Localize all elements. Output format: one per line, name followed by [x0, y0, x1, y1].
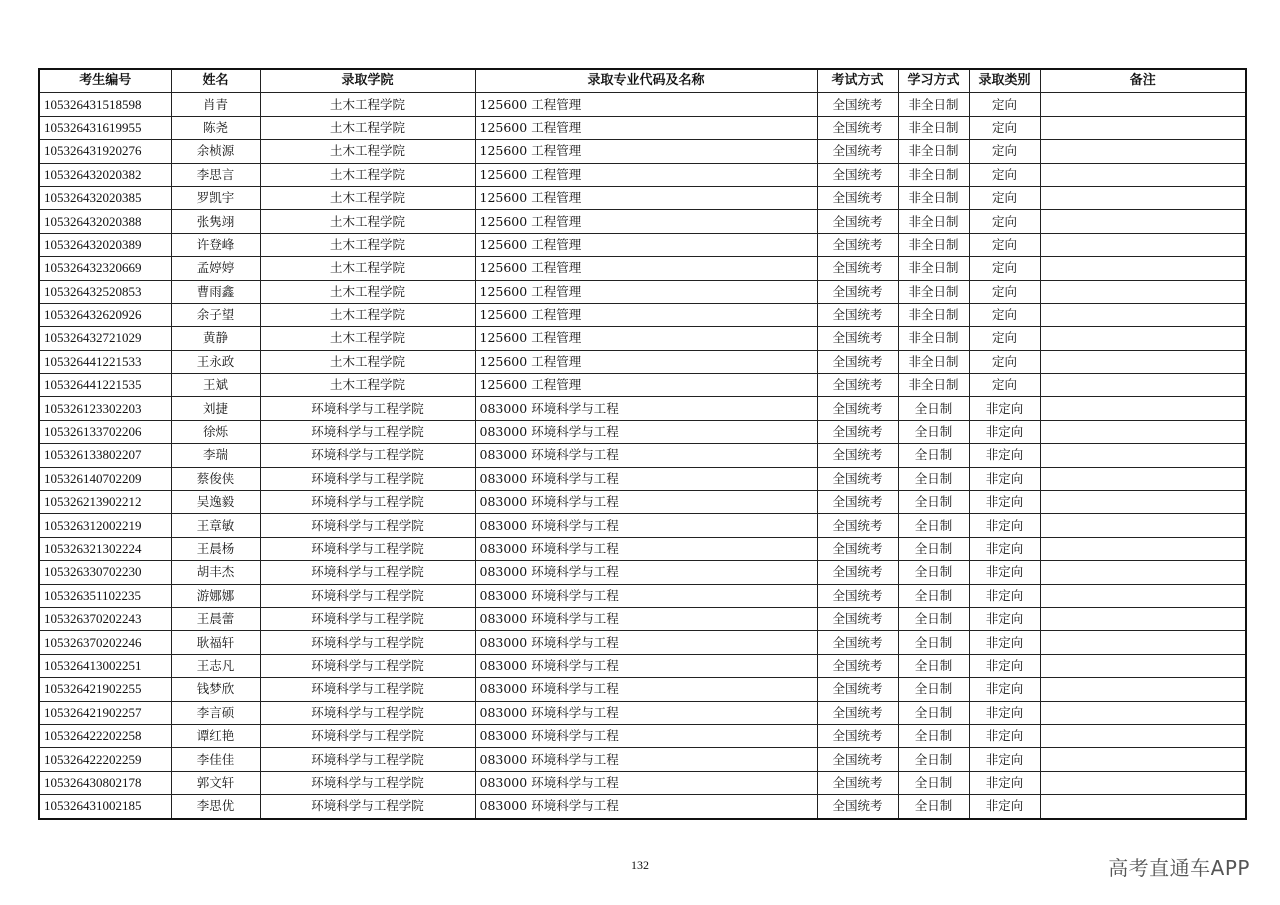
admission-type-cell: 非定向 — [969, 701, 1040, 724]
college-cell: 环境科学与工程学院 — [260, 584, 475, 607]
table-row — [39, 397, 1246, 420]
table-row — [39, 444, 1246, 467]
major-cell: 125600 工程管理 — [475, 280, 817, 303]
college-cell: 土木工程学院 — [260, 116, 475, 139]
exam-id-cell: 105326432020388 — [39, 210, 171, 233]
admission-type-cell: 定向 — [969, 93, 1040, 116]
major-cell: 083000 环境科学与工程 — [475, 444, 817, 467]
exam-method-cell: 全国统考 — [817, 701, 898, 724]
admission-type-cell: 非定向 — [969, 771, 1040, 794]
study-mode-cell: 非全日制 — [898, 93, 969, 116]
page-number: 132 — [631, 858, 649, 872]
exam-id-cell: 105326432721029 — [39, 327, 171, 350]
header-study-mode: 学习方式 — [898, 69, 969, 93]
header-exam-method: 考试方式 — [817, 69, 898, 93]
exam-id-cell: 105326133702206 — [39, 420, 171, 443]
exam-id-cell: 105326432020389 — [39, 233, 171, 256]
study-mode-cell: 非全日制 — [898, 327, 969, 350]
table-row — [39, 374, 1246, 397]
study-mode-cell: 全日制 — [898, 491, 969, 514]
college-cell: 环境科学与工程学院 — [260, 701, 475, 724]
name-cell: 王晨杨 — [171, 537, 260, 560]
major-cell: 125600 工程管理 — [475, 257, 817, 280]
remarks-cell — [1040, 724, 1246, 747]
major-cell: 083000 环境科学与工程 — [475, 771, 817, 794]
admission-type-cell: 非定向 — [969, 795, 1040, 819]
major-cell: 125600 工程管理 — [475, 327, 817, 350]
study-mode-cell: 非全日制 — [898, 350, 969, 373]
header-admission-type: 录取类别 — [969, 69, 1040, 93]
study-mode-cell: 非全日制 — [898, 303, 969, 326]
study-mode-cell: 非全日制 — [898, 233, 969, 256]
table-row — [39, 537, 1246, 560]
college-cell: 土木工程学院 — [260, 257, 475, 280]
major-cell: 125600 工程管理 — [475, 303, 817, 326]
remarks-cell — [1040, 397, 1246, 420]
college-cell: 环境科学与工程学院 — [260, 514, 475, 537]
table-row — [39, 210, 1246, 233]
remarks-cell — [1040, 678, 1246, 701]
name-cell: 李瑞 — [171, 444, 260, 467]
name-cell: 李言硕 — [171, 701, 260, 724]
name-cell: 郭文轩 — [171, 771, 260, 794]
admission-type-cell: 定向 — [969, 327, 1040, 350]
remarks-cell — [1040, 163, 1246, 186]
remarks-cell — [1040, 327, 1246, 350]
college-cell: 土木工程学院 — [260, 233, 475, 256]
admission-type-cell: 定向 — [969, 163, 1040, 186]
major-cell: 083000 环境科学与工程 — [475, 724, 817, 747]
exam-id-cell: 105326431002185 — [39, 795, 171, 819]
name-cell: 耿福轩 — [171, 631, 260, 654]
major-cell: 125600 工程管理 — [475, 93, 817, 116]
table-row — [39, 467, 1246, 490]
exam-method-cell: 全国统考 — [817, 771, 898, 794]
exam-id-cell: 105326441221533 — [39, 350, 171, 373]
college-cell: 环境科学与工程学院 — [260, 397, 475, 420]
exam-id-cell: 105326431518598 — [39, 93, 171, 116]
table-row — [39, 701, 1246, 724]
study-mode-cell: 全日制 — [898, 748, 969, 771]
name-cell: 刘捷 — [171, 397, 260, 420]
remarks-cell — [1040, 491, 1246, 514]
exam-method-cell: 全国统考 — [817, 257, 898, 280]
exam-method-cell: 全国统考 — [817, 350, 898, 373]
exam-method-cell: 全国统考 — [817, 584, 898, 607]
study-mode-cell: 非全日制 — [898, 257, 969, 280]
table-row — [39, 724, 1246, 747]
name-cell: 蔡俊侠 — [171, 467, 260, 490]
exam-id-cell: 105326213902212 — [39, 491, 171, 514]
table-row — [39, 654, 1246, 677]
exam-method-cell: 全国统考 — [817, 327, 898, 350]
exam-id-cell: 105326422202258 — [39, 724, 171, 747]
exam-id-cell: 105326432520853 — [39, 280, 171, 303]
exam-method-cell: 全国统考 — [817, 607, 898, 630]
college-cell: 土木工程学院 — [260, 374, 475, 397]
table-row — [39, 584, 1246, 607]
college-cell: 土木工程学院 — [260, 210, 475, 233]
remarks-cell — [1040, 93, 1246, 116]
college-cell: 环境科学与工程学院 — [260, 491, 475, 514]
remarks-cell — [1040, 584, 1246, 607]
study-mode-cell: 全日制 — [898, 420, 969, 443]
major-cell: 125600 工程管理 — [475, 186, 817, 209]
major-cell: 125600 工程管理 — [475, 233, 817, 256]
exam-method-cell: 全国统考 — [817, 537, 898, 560]
major-cell: 083000 环境科学与工程 — [475, 795, 817, 819]
major-cell: 083000 环境科学与工程 — [475, 631, 817, 654]
exam-id-cell: 105326432320669 — [39, 257, 171, 280]
major-cell: 083000 环境科学与工程 — [475, 678, 817, 701]
college-cell: 土木工程学院 — [260, 163, 475, 186]
exam-method-cell: 全国统考 — [817, 140, 898, 163]
name-cell: 孟婷婷 — [171, 257, 260, 280]
college-cell: 环境科学与工程学院 — [260, 795, 475, 819]
college-cell: 土木工程学院 — [260, 350, 475, 373]
college-cell: 土木工程学院 — [260, 140, 475, 163]
admission-type-cell: 定向 — [969, 140, 1040, 163]
exam-id-cell: 105326432020385 — [39, 186, 171, 209]
exam-method-cell: 全国统考 — [817, 467, 898, 490]
admission-type-cell: 非定向 — [969, 420, 1040, 443]
remarks-cell — [1040, 514, 1246, 537]
college-cell: 环境科学与工程学院 — [260, 771, 475, 794]
table-row — [39, 491, 1246, 514]
college-cell: 环境科学与工程学院 — [260, 748, 475, 771]
study-mode-cell: 非全日制 — [898, 210, 969, 233]
exam-method-cell: 全国统考 — [817, 233, 898, 256]
exam-id-cell: 105326431619955 — [39, 116, 171, 139]
exam-method-cell: 全国统考 — [817, 561, 898, 584]
exam-id-cell: 105326140702209 — [39, 467, 171, 490]
remarks-cell — [1040, 701, 1246, 724]
study-mode-cell: 全日制 — [898, 654, 969, 677]
exam-method-cell: 全国统考 — [817, 748, 898, 771]
exam-method-cell: 全国统考 — [817, 654, 898, 677]
exam-method-cell: 全国统考 — [817, 210, 898, 233]
exam-method-cell: 全国统考 — [817, 397, 898, 420]
name-cell: 李思言 — [171, 163, 260, 186]
major-cell: 083000 环境科学与工程 — [475, 514, 817, 537]
exam-method-cell: 全国统考 — [817, 795, 898, 819]
exam-method-cell: 全国统考 — [817, 724, 898, 747]
study-mode-cell: 全日制 — [898, 397, 969, 420]
admission-type-cell: 非定向 — [969, 467, 1040, 490]
name-cell: 王晨蕾 — [171, 607, 260, 630]
table-row — [39, 771, 1246, 794]
major-cell: 083000 环境科学与工程 — [475, 607, 817, 630]
name-cell: 王志凡 — [171, 654, 260, 677]
table-row — [39, 186, 1246, 209]
study-mode-cell: 全日制 — [898, 607, 969, 630]
exam-id-cell: 105326330702230 — [39, 561, 171, 584]
remarks-cell — [1040, 257, 1246, 280]
name-cell: 王斌 — [171, 374, 260, 397]
table-row — [39, 280, 1246, 303]
study-mode-cell: 全日制 — [898, 631, 969, 654]
exam-id-cell: 105326432020382 — [39, 163, 171, 186]
admission-type-cell: 定向 — [969, 210, 1040, 233]
admission-type-cell: 非定向 — [969, 561, 1040, 584]
table-row — [39, 140, 1246, 163]
remarks-cell — [1040, 374, 1246, 397]
remarks-cell — [1040, 467, 1246, 490]
admission-type-cell: 定向 — [969, 303, 1040, 326]
college-cell: 环境科学与工程学院 — [260, 537, 475, 560]
exam-id-cell: 105326370202243 — [39, 607, 171, 630]
study-mode-cell: 全日制 — [898, 561, 969, 584]
table-row — [39, 350, 1246, 373]
header-exam-id: 考生编号 — [39, 69, 171, 93]
admission-type-cell: 定向 — [969, 233, 1040, 256]
name-cell: 钱梦欣 — [171, 678, 260, 701]
table-row — [39, 163, 1246, 186]
table-row — [39, 678, 1246, 701]
admission-type-cell: 定向 — [969, 350, 1040, 373]
remarks-cell — [1040, 537, 1246, 560]
study-mode-cell: 全日制 — [898, 771, 969, 794]
admission-type-cell: 非定向 — [969, 444, 1040, 467]
college-cell: 环境科学与工程学院 — [260, 678, 475, 701]
major-cell: 125600 工程管理 — [475, 350, 817, 373]
study-mode-cell: 全日制 — [898, 724, 969, 747]
study-mode-cell: 非全日制 — [898, 280, 969, 303]
college-cell: 环境科学与工程学院 — [260, 724, 475, 747]
major-cell: 083000 环境科学与工程 — [475, 584, 817, 607]
college-cell: 环境科学与工程学院 — [260, 561, 475, 584]
admission-type-cell: 非定向 — [969, 724, 1040, 747]
college-cell: 环境科学与工程学院 — [260, 420, 475, 443]
remarks-cell — [1040, 116, 1246, 139]
study-mode-cell: 非全日制 — [898, 374, 969, 397]
exam-id-cell: 105326431920276 — [39, 140, 171, 163]
college-cell: 土木工程学院 — [260, 186, 475, 209]
admission-table — [38, 68, 1247, 820]
header-name: 姓名 — [171, 69, 260, 93]
admission-type-cell: 非定向 — [969, 748, 1040, 771]
exam-id-cell: 105326422202259 — [39, 748, 171, 771]
remarks-cell — [1040, 561, 1246, 584]
watermark-text: 高考直通车APP — [1108, 856, 1250, 880]
college-cell: 土木工程学院 — [260, 303, 475, 326]
remarks-cell — [1040, 303, 1246, 326]
college-cell: 环境科学与工程学院 — [260, 607, 475, 630]
admission-type-cell: 定向 — [969, 257, 1040, 280]
college-cell: 环境科学与工程学院 — [260, 444, 475, 467]
table-header-row — [39, 69, 1246, 93]
major-cell: 083000 环境科学与工程 — [475, 491, 817, 514]
exam-id-cell: 105326123302203 — [39, 397, 171, 420]
table-row — [39, 420, 1246, 443]
name-cell: 徐烁 — [171, 420, 260, 443]
remarks-cell — [1040, 280, 1246, 303]
remarks-cell — [1040, 233, 1246, 256]
remarks-cell — [1040, 654, 1246, 677]
exam-method-cell: 全国统考 — [817, 303, 898, 326]
major-cell: 083000 环境科学与工程 — [475, 420, 817, 443]
exam-method-cell: 全国统考 — [817, 116, 898, 139]
major-cell: 083000 环境科学与工程 — [475, 467, 817, 490]
table-row — [39, 514, 1246, 537]
name-cell: 余子望 — [171, 303, 260, 326]
college-cell: 土木工程学院 — [260, 327, 475, 350]
table-row — [39, 631, 1246, 654]
admission-type-cell: 定向 — [969, 280, 1040, 303]
major-cell: 083000 环境科学与工程 — [475, 748, 817, 771]
exam-method-cell: 全国统考 — [817, 420, 898, 443]
remarks-cell — [1040, 186, 1246, 209]
admission-type-cell: 非定向 — [969, 584, 1040, 607]
admission-type-cell: 定向 — [969, 374, 1040, 397]
header-college: 录取学院 — [260, 69, 475, 93]
exam-method-cell: 全国统考 — [817, 186, 898, 209]
study-mode-cell: 非全日制 — [898, 163, 969, 186]
study-mode-cell: 全日制 — [898, 444, 969, 467]
exam-method-cell: 全国统考 — [817, 280, 898, 303]
table-row — [39, 748, 1246, 771]
header-major: 录取专业代码及名称 — [475, 69, 817, 93]
major-cell: 125600 工程管理 — [475, 210, 817, 233]
table-row — [39, 257, 1246, 280]
remarks-cell — [1040, 140, 1246, 163]
admission-type-cell: 非定向 — [969, 397, 1040, 420]
table-row — [39, 607, 1246, 630]
name-cell: 胡丰杰 — [171, 561, 260, 584]
name-cell: 谭红艳 — [171, 724, 260, 747]
name-cell: 王永政 — [171, 350, 260, 373]
study-mode-cell: 非全日制 — [898, 140, 969, 163]
college-cell: 环境科学与工程学院 — [260, 467, 475, 490]
study-mode-cell: 全日制 — [898, 795, 969, 819]
major-cell: 125600 工程管理 — [475, 163, 817, 186]
exam-method-cell: 全国统考 — [817, 514, 898, 537]
exam-id-cell: 105326370202246 — [39, 631, 171, 654]
name-cell: 许登峰 — [171, 233, 260, 256]
name-cell: 罗凯宇 — [171, 186, 260, 209]
study-mode-cell: 全日制 — [898, 701, 969, 724]
major-cell: 083000 环境科学与工程 — [475, 654, 817, 677]
table-row — [39, 303, 1246, 326]
header-remarks: 备注 — [1040, 69, 1246, 93]
remarks-cell — [1040, 350, 1246, 373]
name-cell: 张隽翊 — [171, 210, 260, 233]
exam-method-cell: 全国统考 — [817, 444, 898, 467]
study-mode-cell: 全日制 — [898, 514, 969, 537]
study-mode-cell: 非全日制 — [898, 186, 969, 209]
college-cell: 土木工程学院 — [260, 93, 475, 116]
name-cell: 陈尧 — [171, 116, 260, 139]
admission-type-cell: 非定向 — [969, 514, 1040, 537]
remarks-cell — [1040, 210, 1246, 233]
study-mode-cell: 非全日制 — [898, 116, 969, 139]
name-cell: 李佳佳 — [171, 748, 260, 771]
admission-type-cell: 非定向 — [969, 537, 1040, 560]
name-cell: 吴逸毅 — [171, 491, 260, 514]
admission-type-cell: 非定向 — [969, 654, 1040, 677]
name-cell: 黄静 — [171, 327, 260, 350]
admission-type-cell: 非定向 — [969, 678, 1040, 701]
study-mode-cell: 全日制 — [898, 678, 969, 701]
remarks-cell — [1040, 748, 1246, 771]
table-row — [39, 116, 1246, 139]
college-cell: 环境科学与工程学院 — [260, 654, 475, 677]
table-body — [39, 93, 1246, 819]
college-cell: 土木工程学院 — [260, 280, 475, 303]
exam-id-cell: 105326312002219 — [39, 514, 171, 537]
major-cell: 125600 工程管理 — [475, 116, 817, 139]
admission-type-cell: 非定向 — [969, 607, 1040, 630]
exam-id-cell: 105326432620926 — [39, 303, 171, 326]
admission-type-cell: 非定向 — [969, 631, 1040, 654]
remarks-cell — [1040, 795, 1246, 819]
name-cell: 曹雨鑫 — [171, 280, 260, 303]
name-cell: 肖青 — [171, 93, 260, 116]
study-mode-cell: 全日制 — [898, 584, 969, 607]
major-cell: 083000 环境科学与工程 — [475, 701, 817, 724]
exam-id-cell: 105326351102235 — [39, 584, 171, 607]
exam-method-cell: 全国统考 — [817, 491, 898, 514]
table-row — [39, 327, 1246, 350]
exam-method-cell: 全国统考 — [817, 678, 898, 701]
college-cell: 环境科学与工程学院 — [260, 631, 475, 654]
major-cell: 083000 环境科学与工程 — [475, 561, 817, 584]
remarks-cell — [1040, 631, 1246, 654]
exam-method-cell: 全国统考 — [817, 374, 898, 397]
admission-type-cell: 非定向 — [969, 491, 1040, 514]
table-row — [39, 233, 1246, 256]
major-cell: 083000 环境科学与工程 — [475, 537, 817, 560]
exam-id-cell: 105326413002251 — [39, 654, 171, 677]
remarks-cell — [1040, 444, 1246, 467]
name-cell: 王章敏 — [171, 514, 260, 537]
exam-id-cell: 105326133802207 — [39, 444, 171, 467]
exam-id-cell: 105326441221535 — [39, 374, 171, 397]
exam-id-cell: 105326421902255 — [39, 678, 171, 701]
exam-id-cell: 105326321302224 — [39, 537, 171, 560]
major-cell: 125600 工程管理 — [475, 374, 817, 397]
admission-type-cell: 定向 — [969, 116, 1040, 139]
study-mode-cell: 全日制 — [898, 537, 969, 560]
table-row — [39, 795, 1246, 819]
study-mode-cell: 全日制 — [898, 467, 969, 490]
remarks-cell — [1040, 420, 1246, 443]
exam-method-cell: 全国统考 — [817, 163, 898, 186]
exam-id-cell: 105326421902257 — [39, 701, 171, 724]
table-row — [39, 561, 1246, 584]
name-cell: 游娜娜 — [171, 584, 260, 607]
name-cell: 李思优 — [171, 795, 260, 819]
exam-method-cell: 全国统考 — [817, 93, 898, 116]
exam-id-cell: 105326430802178 — [39, 771, 171, 794]
exam-method-cell: 全国统考 — [817, 631, 898, 654]
major-cell: 083000 环境科学与工程 — [475, 397, 817, 420]
remarks-cell — [1040, 771, 1246, 794]
remarks-cell — [1040, 607, 1246, 630]
major-cell: 125600 工程管理 — [475, 140, 817, 163]
admission-type-cell: 定向 — [969, 186, 1040, 209]
name-cell: 余桢源 — [171, 140, 260, 163]
table-row — [39, 93, 1246, 116]
